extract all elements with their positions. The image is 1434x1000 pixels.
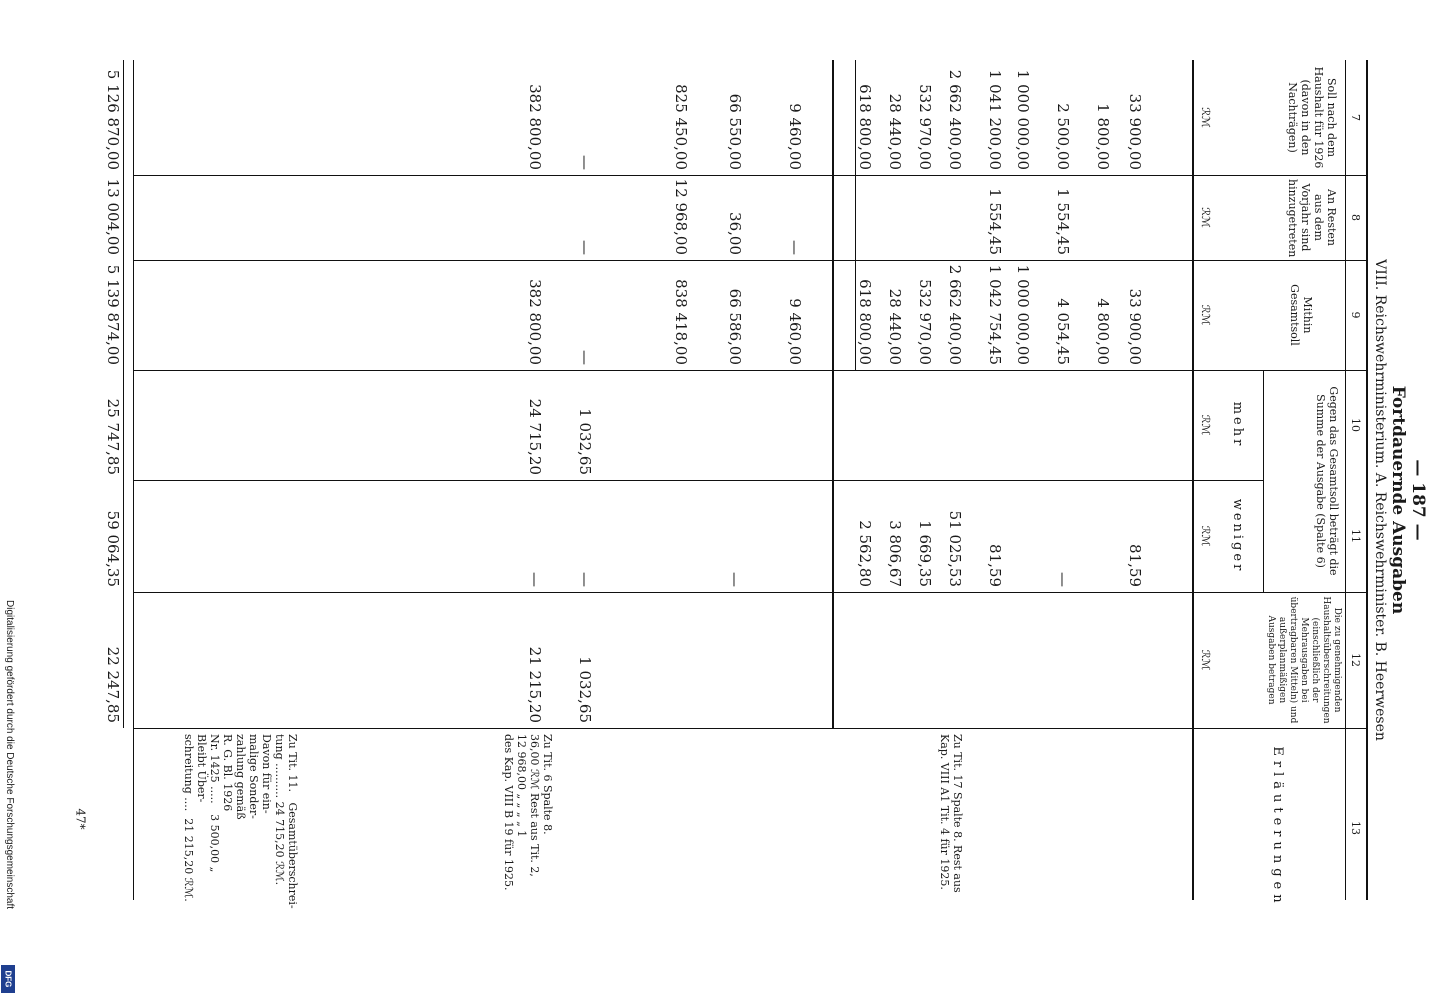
cell-c7: 382 800,00	[526, 84, 544, 170]
total-c8: 13 004,00	[104, 178, 122, 255]
cell-c9: 1 042 754,45	[986, 264, 1004, 365]
cell-c8: —	[786, 240, 804, 255]
cell-c11: —	[1054, 572, 1072, 587]
cell-c7: 66 550,00	[726, 93, 744, 170]
colnum-7: 7	[1349, 114, 1362, 121]
cell-c9: 4 054,45	[1054, 298, 1072, 365]
note-tit-17: Zu Tit. 17 Spalte 8. Rest aus Kap. VIII A1 Tit. 4 für 1925.	[938, 734, 964, 893]
header-reste: An Resten aus dem Vorjahr sind hinzugetreten	[1286, 179, 1338, 258]
cell-c11: 81,59	[1126, 544, 1144, 587]
cell-c7: 28 440,00	[886, 93, 904, 170]
col-sep-11-12	[134, 592, 1368, 593]
cell-c9: 28 440,00	[886, 288, 904, 365]
cell-c12: 1 032,65	[576, 656, 594, 723]
col-sep-8-9	[134, 260, 1368, 261]
cell-c7: 825 450,00	[672, 84, 690, 170]
cell-c9: 33 900,00	[1126, 288, 1144, 365]
table-top-rule	[1366, 60, 1368, 900]
cell-c8: —	[576, 240, 594, 255]
cell-c7: 9 460,00	[786, 103, 804, 170]
cell-c7: 2 662 400,00	[946, 69, 964, 170]
col-sep-7-8	[134, 175, 1368, 176]
dfg-logo: DFG	[1, 965, 15, 993]
cell-c9: 9 460,00	[786, 298, 804, 365]
cell-c11: 3 806,67	[886, 520, 904, 587]
cell-c8: 12 968,00	[672, 178, 690, 255]
cell-c9: 1 000 000,00	[1014, 264, 1032, 365]
cell-c7: 1 800,00	[1094, 103, 1112, 170]
colnum-13: 13	[1349, 821, 1362, 835]
subtitle: VIII. Reichswehrministerium. A. Reichswehrminister. B. Heerwesen	[1372, 259, 1388, 741]
page-number: — 187 —	[1408, 459, 1428, 541]
cell-c9: 4 800,00	[1094, 298, 1112, 365]
header-soll: Soll nach dem Haushalt für 1926 (davon in den Nachträgen)	[1286, 66, 1338, 169]
cell-c11: 81,59	[986, 544, 1004, 587]
cell-c11: 2 562,80	[856, 520, 874, 587]
colnum-10: 10	[1349, 418, 1362, 432]
page-footer: 47*	[73, 808, 88, 830]
subtotal-rule-1b	[855, 175, 856, 370]
cell-c9: 532 970,00	[916, 279, 934, 365]
cell-c7: —	[576, 155, 594, 170]
colnum-11: 11	[1349, 529, 1362, 543]
colnum-8: 8	[1349, 214, 1362, 221]
cell-c7: 618 800,00	[856, 84, 874, 170]
cell-c8: 1 554,45	[986, 188, 1004, 255]
cell-c9: 382 800,00	[526, 279, 544, 365]
cell-c11: —	[526, 572, 544, 587]
header-vergleich: Gegen das Gesamtsoll beträgt die Summe der Ausgabe (Spalte 6)	[1314, 386, 1340, 576]
cell-c8: 36,00	[726, 212, 744, 255]
cell-c9: 2 662 400,00	[946, 264, 964, 365]
header-weniger: weniger	[1230, 498, 1245, 574]
totals-rule	[123, 60, 124, 728]
note-tit-11: Zu Tit. 11. Gesamtüberschrei- tung .......... 24 715,20 ℛℳ. Davon für ein- malige Sonder- zahlung gemäß R. G. Bl. 1926 Nr. 1425 ..... 3 500,00 „ Bleibt Über- schreitung .... 21 215,20 ℛℳ.	[182, 734, 299, 909]
unit-c8: ℛℳ	[1199, 207, 1212, 228]
total-c10: 25 747,85	[104, 398, 122, 475]
total-c7: 5 126 870,00	[104, 69, 122, 170]
colnum-9: 9	[1349, 311, 1362, 319]
cell-c11: 1 669,35	[916, 520, 934, 587]
unit-c12: ℛℳ	[1199, 649, 1212, 671]
dfg-credit-text: Digitalisierung gefördert durch die Deutsche Forschungsgemeinschaft	[4, 600, 15, 910]
section-title: Fortdauernde Ausgaben	[1388, 385, 1408, 615]
cell-c11: —	[726, 572, 744, 587]
header-mehr: mehr	[1230, 401, 1245, 449]
colnum-rule	[1345, 60, 1346, 900]
unit-c11: ℛℳ	[1199, 525, 1212, 547]
cell-c9: 66 586,00	[726, 288, 744, 365]
cell-c10: 24 715,20	[526, 398, 544, 475]
cell-c7: 33 900,00	[1126, 93, 1144, 170]
total-c11: 59 064,35	[104, 510, 122, 587]
cell-c11: —	[576, 572, 594, 587]
cell-c10: 1 032,65	[576, 408, 594, 475]
header-ueberschreitungen: Die zu genehmigenden Haushaltsüberschreitungen (einschließlich der Mehrausgaben bei übertragbaren Mitteln) und außerplanmäßigen Ausgaben betragen	[1266, 596, 1342, 724]
subtotal-rule-2	[832, 60, 834, 728]
subtotal-rule-1	[855, 60, 856, 180]
cell-c12: 21 215,20	[526, 646, 544, 723]
colnum-12: 12	[1349, 653, 1362, 667]
col-sep-10-11	[134, 480, 1264, 481]
dfg-credit	[2, 600, 16, 995]
cell-c9: 838 418,00	[672, 279, 690, 365]
col-sep-9-10	[134, 370, 1368, 371]
note-tit-6: Zu Tit. 6 Spalte 8. 36,00 ℛℳ Rest aus Tit. 2, 12 968,00 „ „ „ „ 1 des Kap. VIII B 19 für 1925.	[502, 734, 554, 891]
cell-c9: —	[576, 350, 594, 365]
total-c9: 5 139 874,00	[104, 264, 122, 365]
cell-c7: 1 041 200,00	[986, 69, 1004, 170]
cell-c7: 2 500,00	[1054, 103, 1072, 170]
cell-c8: 1 554,45	[1054, 188, 1072, 255]
cell-c9: 618 800,00	[856, 279, 874, 365]
col-sep-12-13	[134, 728, 1368, 729]
total-c12: 22 247,85	[104, 646, 122, 723]
unit-c10: ℛℳ	[1199, 414, 1212, 436]
header-erlaeuterungen: Erläuterungen	[1270, 746, 1285, 908]
header-gesamtsoll: Mithin Gesamtsoll	[1288, 284, 1314, 346]
unit-c9: ℛℳ	[1199, 304, 1212, 326]
sub-header-rule	[1263, 370, 1264, 592]
cell-c11: 51 025,53	[946, 510, 964, 587]
unit-c7: ℛℳ	[1199, 107, 1212, 128]
cell-c7: 1 000 000,00	[1014, 69, 1032, 170]
cell-c7: 532 970,00	[916, 84, 934, 170]
